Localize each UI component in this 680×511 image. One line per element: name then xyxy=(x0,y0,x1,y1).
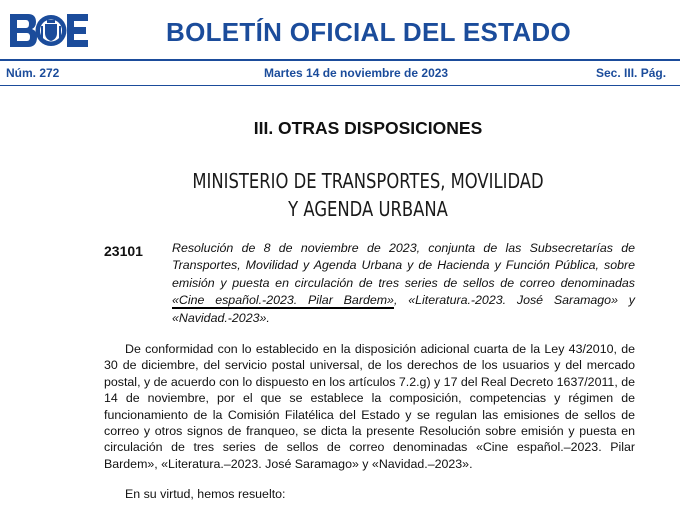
header-rule xyxy=(0,59,680,61)
gazette-title: BOLETÍN OFICIAL DEL ESTADO xyxy=(166,17,572,47)
issue-section-page: Sec. III. Pág. xyxy=(596,66,667,80)
ministry-heading xyxy=(66,167,670,223)
body-paragraph: De conformidad con lo establecido en la disposición adicional cuarta de la Ley 43/2010, de 30 de diciembre, del servicio postal universal, de los derechos de los usuarios y del mercado postal, y de acuerdo con lo dispuesto en los artículos 7.2.g) y 17 del Real Decreto 1637/2011, de 14 de noviembre, por el que se establece la composición, competencias y régimen de funcionamiento de la Comisión Filatélica del Estado y se regulan las emisiones de sellos de correo y otros signos de franqueo, se dicta la presente Resolución sobre emisión y puesta en circulación de tres series de sellos de correo denominadas «Cine español.–2023. Pilar Bardem», «Literatura.–2023. José Saramago» y «Navidad.–2023». xyxy=(104,342,635,471)
page-header xyxy=(0,0,680,58)
boe-logo-mark xyxy=(10,14,88,47)
issue-number: Núm. 272 xyxy=(6,66,60,80)
closing-line: En su virtud, hemos resuelto: xyxy=(125,487,286,501)
issue-date: Martes 14 de noviembre de 2023 xyxy=(264,66,449,80)
section-title: III. OTRAS DISPOSICIONES xyxy=(253,118,483,138)
underlined-stamp-series: «Cine español.-2023. Pilar Bardem» xyxy=(172,293,394,308)
issue-meta-row xyxy=(0,64,680,82)
ministry-line-1: MINISTERIO DE TRANSPORTES, MOVILIDAD xyxy=(192,169,544,193)
meta-rule xyxy=(0,85,680,86)
resolution-number: 23101 xyxy=(104,243,143,259)
ministry-line-2: Y AGENDA URBANA xyxy=(288,197,448,221)
resolution-summary xyxy=(172,240,635,327)
resolution-text-after: , «Literatura.-2023. José Saramago» y «Navidad.-2023». xyxy=(172,293,636,325)
resolution-text-before: Resolución de 8 de noviembre de 2023, conjunta de las Subsecretarías de Transportes, Movilidad y Agenda Urbana y de Hacienda y Función Pública, sobre emisión y puesta en circulación de tres series de sellos de correo denominadas xyxy=(172,241,635,290)
boe-logo xyxy=(10,14,88,47)
